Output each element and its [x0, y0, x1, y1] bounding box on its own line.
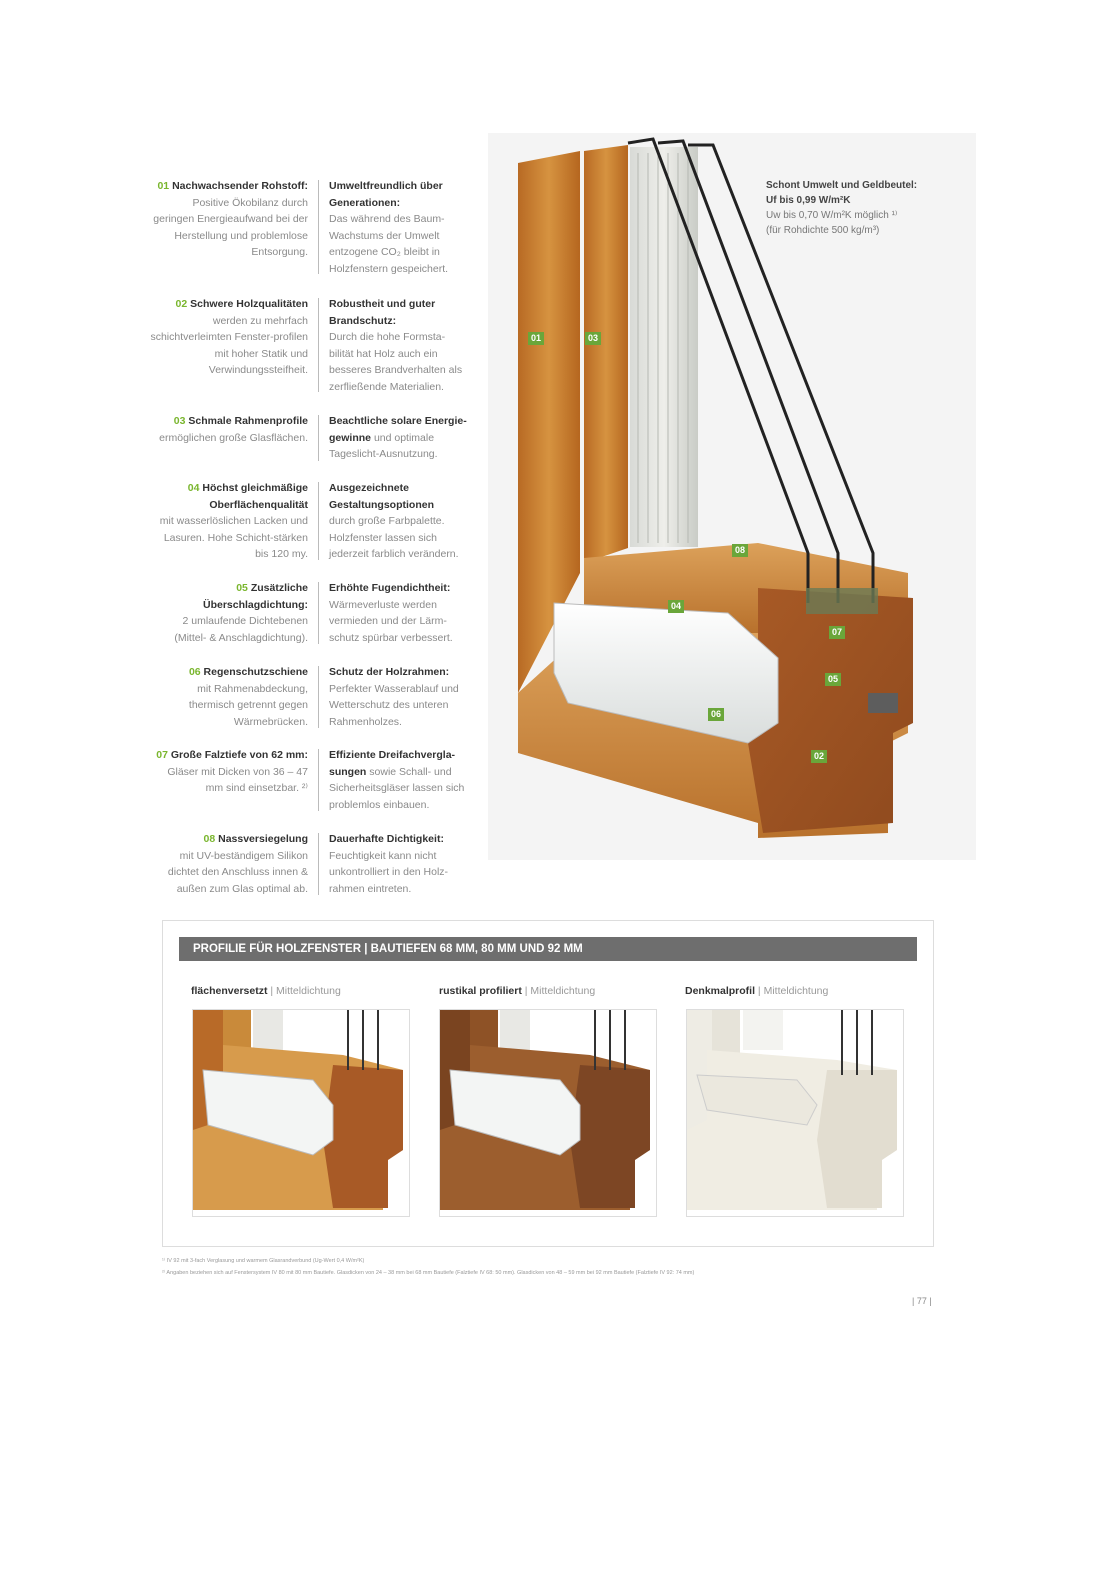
profile-sub: Mitteldichtung	[276, 985, 341, 997]
feature-text: werden zu mehrfach schichtverleimten Fenster-profilen mit hoher Statik und Verwindungssteifheit.	[150, 314, 308, 376]
feature-text: mit Rahmenabdeckung, thermisch getrennt gegen Wärmebrücken.	[188, 682, 308, 728]
tag-06: 06	[708, 708, 724, 721]
feature-text: mit UV-beständigem Silikon dichtet den Anschluss innen & außen zum Glas optimal ab.	[167, 849, 308, 895]
feature-divider	[318, 180, 319, 274]
feature-number: 05	[236, 582, 248, 594]
feature-02-right	[329, 296, 469, 395]
feature-08-left	[150, 831, 308, 897]
benefit-title: Erhöhte Fugendichtheit:	[329, 582, 451, 594]
feature-07-right	[329, 747, 469, 813]
feature-text: Gläser mit Dicken von 36 – 47 mm sind einsetzbar. ²⁾	[167, 765, 308, 794]
profile-header: PROFILIE FÜR HOLZFENSTER | BAUTIEFEN 68 MM, 80 MM UND 92 MM	[179, 937, 917, 961]
window-profile-illustration	[488, 133, 976, 860]
benefit-text: und optimale Tageslicht-Ausnutzung.	[329, 431, 438, 460]
tag-03: 03	[585, 332, 601, 345]
feature-divider	[318, 749, 319, 811]
feature-06-right	[329, 664, 469, 730]
feature-title: Regenschutzschiene	[203, 666, 308, 678]
benefit-title: Ausgezeichnete Gestaltungsoptionen	[329, 482, 434, 511]
feature-04-right	[329, 480, 469, 563]
feature-number: 03	[173, 415, 186, 427]
feature-title: Schwere Holzqualitäten	[190, 298, 308, 310]
tag-08: 08	[732, 544, 748, 557]
profile-label-2	[439, 985, 595, 997]
window-cross-section-image	[488, 133, 976, 860]
caption-uf-value: Uf bis 0,99 W/m²K	[766, 195, 851, 206]
profile-image-rustikal	[439, 1009, 657, 1217]
profile-sub: Mitteldichtung	[763, 985, 829, 997]
benefit-text: Durch die hohe Formsta-bilität hat Holz auch ein besseres Brandverhalten als zerfließende Materialien.	[329, 331, 463, 393]
profile-image-denkmalprofil	[686, 1009, 904, 1217]
feature-number: 06	[188, 666, 201, 678]
footnote-1: ¹⁾ IV 92 mit 3-fach Verglasung und warmem Glasrandverbund (Ug-Wert 0,4 W/m²K)	[162, 1258, 365, 1264]
profile-name: flächenversetzt	[191, 985, 268, 997]
feature-divider	[318, 415, 319, 461]
feature-divider	[318, 582, 319, 644]
feature-text: 2 umlaufende Dichtebenen (Mittel- & Anschlagdichtung).	[174, 615, 308, 644]
page-number: | 77 |	[912, 1296, 932, 1306]
feature-number: 02	[175, 298, 188, 310]
feature-title: Schmale Rahmenprofile	[188, 415, 308, 427]
feature-divider	[318, 666, 319, 728]
profile-section	[162, 920, 934, 1247]
feature-divider	[318, 833, 319, 895]
caption-title: Schont Umwelt und Geldbeutel:	[766, 180, 918, 191]
benefit-title: Schutz der Holzrahmen:	[329, 666, 450, 678]
profile-label-3	[685, 985, 828, 997]
feature-title: Höchst gleichmäßige Oberflächenqualität	[202, 482, 308, 511]
profile-separator: |	[755, 985, 764, 997]
feature-03-left	[150, 413, 308, 446]
feature-divider	[318, 482, 319, 560]
feature-01-right	[329, 178, 469, 277]
feature-08-right	[329, 831, 469, 897]
profile-separator: |	[267, 985, 277, 997]
profile-name: rustikal profiliert	[439, 985, 522, 997]
benefit-title: Effiziente Dreifachvergla-sungen	[329, 749, 456, 778]
benefit-text: Feuchtigkeit kann nicht unkontrolliert in den Holz-rahmen eintreten.	[329, 849, 449, 895]
feature-number: 08	[203, 833, 216, 845]
tag-04: 04	[668, 600, 684, 613]
tag-01: 01	[528, 332, 544, 345]
feature-05-right	[329, 580, 469, 646]
benefit-text: durch große Farbpalette. Holzfenster lassen sich jederzeit farblich verändern.	[329, 515, 459, 560]
benefit-text: Das während des Baum-Wachstums der Umwelt entzogene CO₂ bleibt in Holzfenstern gespeichert.	[329, 213, 449, 275]
benefit-title: Robustheit und guter Brandschutz:	[329, 298, 436, 327]
feature-title: Große Falztiefe von 62 mm:	[170, 749, 308, 761]
benefit-title: Umweltfreundlich über Generationen:	[329, 180, 443, 209]
feature-number: 07	[156, 749, 168, 761]
feature-text: mit wasserlöslichen Lacken und Lasuren. Hohe Schicht-stärken bis 120 my.	[159, 515, 308, 560]
feature-title: Nachwachsender Rohstoff:	[172, 180, 308, 192]
profile-sub: Mitteldichtung	[530, 985, 596, 997]
profile-separator: |	[521, 985, 531, 997]
feature-title: Nassversiegelung	[218, 833, 308, 845]
benefit-text: sowie Schall- und Sicherheitsgläser lassen sich problemlos einbauen.	[329, 765, 465, 811]
main-image-caption	[766, 178, 966, 238]
benefit-text: Perfekter Wasserablauf und Wetterschutz des unteren Rahmenholzes.	[329, 682, 459, 728]
feature-04-left	[150, 480, 308, 563]
benefit-title: Dauerhafte Dichtigkeit:	[329, 833, 444, 845]
feature-number: 04	[187, 482, 200, 494]
feature-title: Zusätzliche Überschlagdichtung:	[202, 582, 308, 611]
benefit-title: Beachtliche solare Energie-gewinne	[329, 415, 467, 444]
feature-07-left	[150, 747, 308, 797]
tag-07: 07	[829, 626, 845, 639]
profile-image-flaechenversetzt	[192, 1009, 410, 1217]
profile-label-1	[191, 985, 341, 997]
profile-name: Denkmalprofil	[685, 985, 756, 997]
feature-06-left	[150, 664, 308, 730]
benefit-text: Wärmeverluste werden vermieden und der Lärm-schutz spürbar verbessert.	[329, 598, 453, 644]
caption-uw-value: Uw bis 0,70 W/m²K möglich ¹⁾	[766, 210, 898, 221]
feature-text: ermöglichen große Glasflächen.	[159, 431, 308, 444]
feature-01-left	[150, 178, 308, 261]
feature-text: Positive Ökobilanz durch geringen Energieaufwand bei der Herstellung und problemlose Entsorgung.	[153, 196, 308, 258]
tag-02: 02	[811, 750, 827, 763]
feature-05-left	[150, 580, 308, 646]
feature-03-right	[329, 413, 469, 463]
tag-05: 05	[825, 673, 841, 686]
feature-02-left	[150, 296, 308, 379]
feature-number: 01	[157, 180, 170, 192]
feature-divider	[318, 298, 319, 392]
caption-density: (für Rohdichte 500 kg/m³)	[766, 225, 880, 236]
footnote-2: ²⁾ Angaben beziehen sich auf Fenstersystem IV 80 mit 80 mm Bautiefe. Glasdicken von 24 – 38 mm bei 68 mm Bautiefe (Falztiefe IV 68: 50 mm). Glasdicken von 48 – 59 mm bei 92 mm Bautiefe (Falztiefe IV 92: 74 mm)	[162, 1270, 695, 1276]
